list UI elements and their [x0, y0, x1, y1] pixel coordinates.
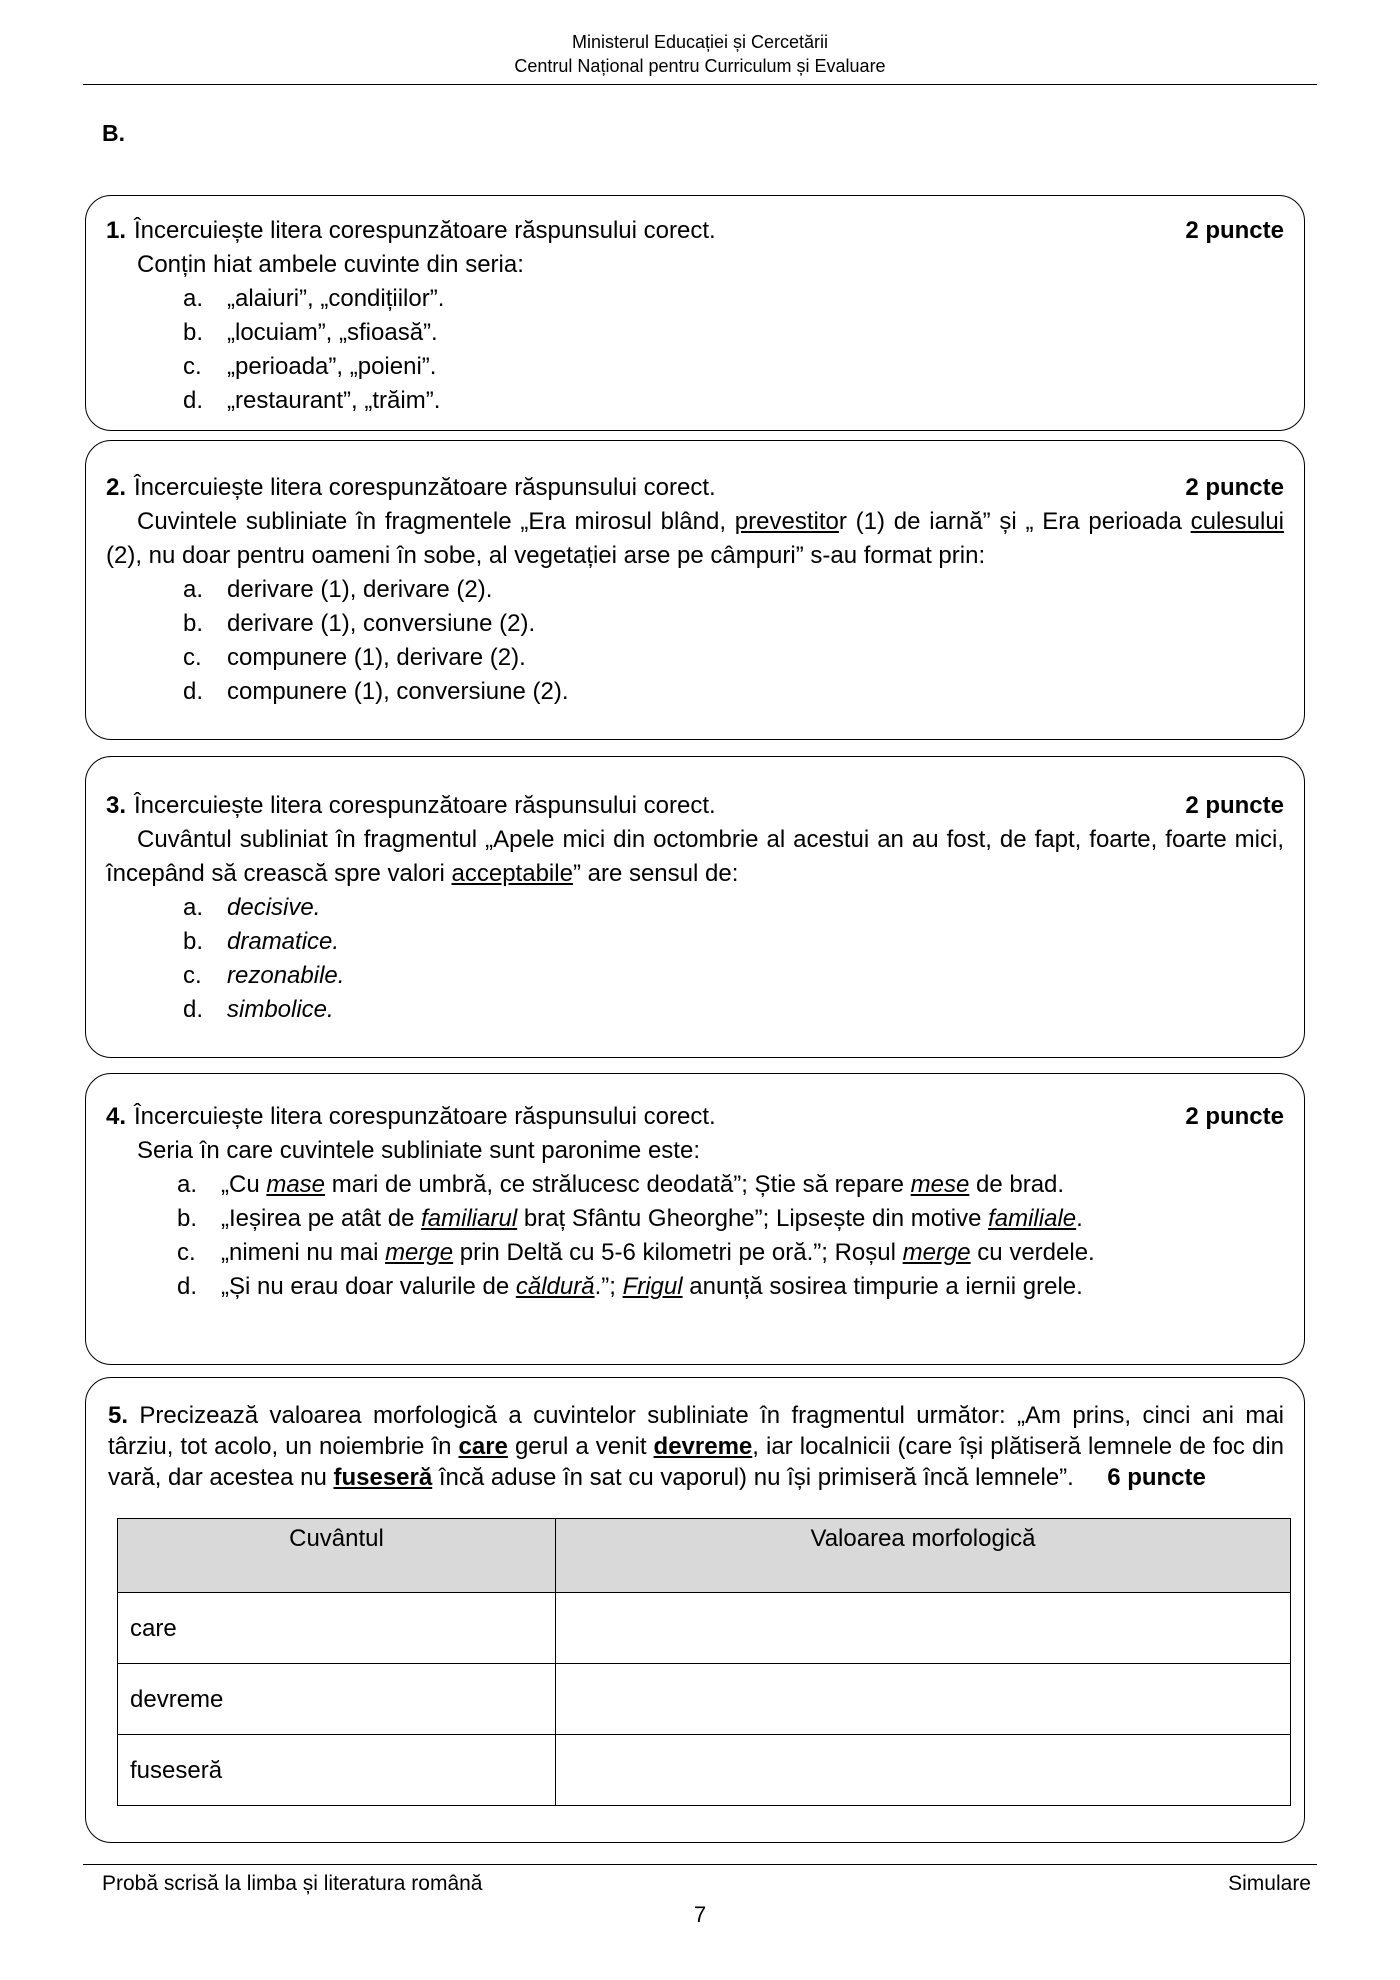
underlined-word: merge [385, 1239, 454, 1266]
option-text: derivare (1), derivare (2). [227, 576, 493, 603]
question-4-option-d[interactable] [106, 1270, 1284, 1304]
table-cell-word: care [118, 1593, 556, 1664]
text-fragment: „Cu [221, 1171, 267, 1198]
table-header-value: Valoarea morfologică [556, 1519, 1291, 1593]
option-text: compunere (1), derivare (2). [227, 644, 526, 671]
question-3-text [106, 823, 1284, 891]
option-letter: a. [183, 576, 204, 603]
question-1-points: 2 puncte [1185, 217, 1284, 244]
question-4-box [85, 1073, 1305, 1365]
question-2-instruction: Încercuiește litera corespunzătoare răspunsului corect. [134, 474, 716, 501]
underlined-word: mese [910, 1171, 970, 1198]
table-row [118, 1664, 1291, 1735]
question-3-number: 3. [106, 792, 127, 819]
question-2-points: 2 puncte [1185, 474, 1284, 501]
table-cell-answer[interactable] [556, 1664, 1291, 1735]
header-center: Centrul Național pentru Curriculum și Evaluare [514, 56, 886, 76]
footer-exam-type: Simulare [1228, 1872, 1311, 1895]
question-1-header [106, 214, 1284, 248]
question-1-text: Conțin hiat ambele cuvinte din seria: [137, 251, 524, 278]
underlined-word: culesului [1190, 508, 1284, 535]
question-3-box [85, 756, 1305, 1058]
question-3-option-d[interactable] [106, 993, 1284, 1027]
table-cell-word: devreme [118, 1664, 556, 1735]
underlined-word: prevestito [734, 508, 839, 535]
underlined-word: fuseseră [333, 1464, 433, 1491]
question-4-number: 4. [106, 1103, 127, 1130]
text-fragment: „Ieșirea pe atât de [221, 1205, 422, 1232]
table-cell-word: fuseseră [118, 1735, 556, 1806]
option-letter: c. [183, 962, 202, 989]
header-ministry: Ministerul Educației și Cercetării [571, 32, 829, 52]
table-cell-answer[interactable] [556, 1735, 1291, 1806]
option-text: simbolice. [227, 996, 334, 1023]
question-1-option-d[interactable] [106, 384, 1284, 418]
option-letter: b. [177, 1205, 198, 1232]
question-2-text [106, 505, 1284, 573]
option-text: „restaurant”, „trăim”. [227, 387, 441, 414]
option-letter: b. [183, 319, 204, 346]
option-letter: c. [183, 353, 202, 380]
question-2-option-d[interactable] [106, 675, 1284, 709]
question-4-option-b[interactable] [106, 1202, 1284, 1236]
text-fragment: . [1076, 1205, 1083, 1232]
underlined-word: merge [902, 1239, 971, 1266]
text-fragment: de brad. [969, 1171, 1065, 1198]
question-4-option-a[interactable] [106, 1168, 1284, 1202]
question-2-number: 2. [106, 474, 127, 501]
option-letter: c. [177, 1239, 196, 1266]
option-letter: d. [183, 996, 204, 1023]
header-rule [83, 84, 1317, 85]
option-text: decisive. [227, 894, 321, 921]
question-4-text: Seria în care cuvintele subliniate sunt paronime este: [137, 1137, 700, 1164]
question-3-points: 2 puncte [1185, 792, 1284, 819]
text-fragment: „nimeni nu mai [221, 1239, 386, 1266]
option-text: dramatice. [227, 928, 340, 955]
option-text: „locuiam”, „sfioasă”. [227, 319, 438, 346]
underlined-word: acceptabile [451, 860, 573, 887]
question-2-option-b[interactable] [106, 607, 1284, 641]
text-fragment: .”; [594, 1273, 623, 1300]
text-fragment: Precizează valoarea morfologică a cuvintelor subliniate în fragmentul următor: „Am prins, cinci ani mai târziu, tot acolo, un noiembrie în [108, 1402, 1284, 1460]
question-1-option-b[interactable] [106, 316, 1284, 350]
question-2-box [85, 440, 1305, 740]
question-2-option-c[interactable] [106, 641, 1284, 675]
option-text: „alaiuri”, „condițiilor”. [227, 285, 445, 312]
question-1-instruction: Încercuiește litera corespunzătoare răspunsului corect. [134, 217, 716, 244]
underlined-word: devreme [653, 1433, 753, 1460]
question-4-instruction: Încercuiește litera corespunzătoare răspunsului corect. [134, 1103, 716, 1130]
option-letter: b. [183, 928, 204, 955]
question-5-number: 5. [108, 1402, 129, 1429]
option-text: compunere (1), conversiune (2). [227, 678, 569, 705]
underlined-word: căldură [515, 1273, 595, 1300]
text-fragment: (2), nu doar pentru oameni în sobe, al vegetației arse pe câmpuri” s-au format prin: [106, 542, 986, 569]
text-fragment: cu verdele. [970, 1239, 1095, 1266]
text-fragment: prin Deltă cu 5-6 kilometri pe oră.”; Roșul [453, 1239, 903, 1266]
question-1-option-c[interactable] [106, 350, 1284, 384]
option-letter: c. [183, 644, 202, 671]
option-letter: d. [177, 1273, 198, 1300]
underlined-word: mase [266, 1171, 326, 1198]
question-4-header [106, 1100, 1284, 1134]
question-1-box [85, 195, 1305, 431]
question-1-number: 1. [106, 217, 127, 244]
question-3-option-c[interactable] [106, 959, 1284, 993]
option-letter: a. [177, 1171, 198, 1198]
table-cell-answer[interactable] [556, 1593, 1291, 1664]
page-header [0, 30, 1400, 78]
text-fragment: încă aduse în sat cu vaporul) nu își primiseră încă lemnele”. [432, 1464, 1074, 1491]
underlined-word: familiale [988, 1205, 1077, 1232]
table-header-row [118, 1519, 1291, 1593]
text-fragment: ” are sensul de: [572, 860, 739, 887]
option-text: derivare (1), conversiune (2). [227, 610, 536, 637]
question-1-option-a[interactable] [106, 282, 1284, 316]
question-4-option-c[interactable] [106, 1236, 1284, 1270]
table-row [118, 1593, 1291, 1664]
question-5-box [85, 1377, 1305, 1843]
option-letter: a. [183, 894, 204, 921]
question-4-points: 2 puncte [1185, 1103, 1284, 1130]
table-header-word: Cuvântul [118, 1519, 556, 1593]
question-3-option-a[interactable] [106, 891, 1284, 925]
underlined-word: care [458, 1433, 508, 1460]
option-letter: d. [183, 678, 204, 705]
footer-exam-name: Probă scrisă la limba și literatura română [102, 1872, 483, 1895]
text-fragment: „Și nu erau doar valurile de [221, 1273, 516, 1300]
text-fragment: r (1) de iarnă” și „ Era perioada [838, 508, 1191, 535]
option-text: rezonabile. [227, 962, 345, 989]
option-text: „perioada”, „poieni”. [227, 353, 437, 380]
question-2-header [106, 471, 1284, 505]
option-letter: d. [183, 387, 204, 414]
text-fragment: mari de umbră, ce strălucesc deodată”; Știe să repare [325, 1171, 911, 1198]
text-fragment: Cuvintele subliniate în fragmentele „Era mirosul blând, [137, 508, 735, 535]
text-fragment: braț Sfântu Gheorghe”; Lipsește din motive [517, 1205, 989, 1232]
question-5-text [108, 1400, 1284, 1493]
underlined-word: Frigul [622, 1273, 683, 1300]
text-fragment: anunță sosirea timpurie a iernii grele. [682, 1273, 1083, 1300]
text-fragment: gerul a venit [507, 1433, 654, 1460]
question-3-instruction: Încercuiește litera corespunzătoare răspunsului corect. [134, 792, 716, 819]
page-number: 7 [693, 1902, 707, 1927]
option-letter: a. [183, 285, 204, 312]
footer-rule [83, 1864, 1317, 1865]
text-fragment: , iar localnicii (care își plătiseră lemnele de foc din vară, dar acestea nu [108, 1433, 1285, 1491]
morphology-table [117, 1518, 1291, 1806]
section-label: B. [102, 120, 125, 146]
question-2-option-a[interactable] [106, 573, 1284, 607]
option-letter: b. [183, 610, 204, 637]
text-fragment: Cuvântul subliniat în fragmentul „Apele mici din octombrie al acestui an au fost, de fapt, foarte, foarte mici, începând să crească spre valori [106, 826, 1284, 887]
underlined-word: familiarul [421, 1205, 518, 1232]
question-3-header [106, 789, 1284, 823]
question-5-points: 6 puncte [1107, 1464, 1206, 1491]
question-3-option-b[interactable] [106, 925, 1284, 959]
table-row [118, 1735, 1291, 1806]
